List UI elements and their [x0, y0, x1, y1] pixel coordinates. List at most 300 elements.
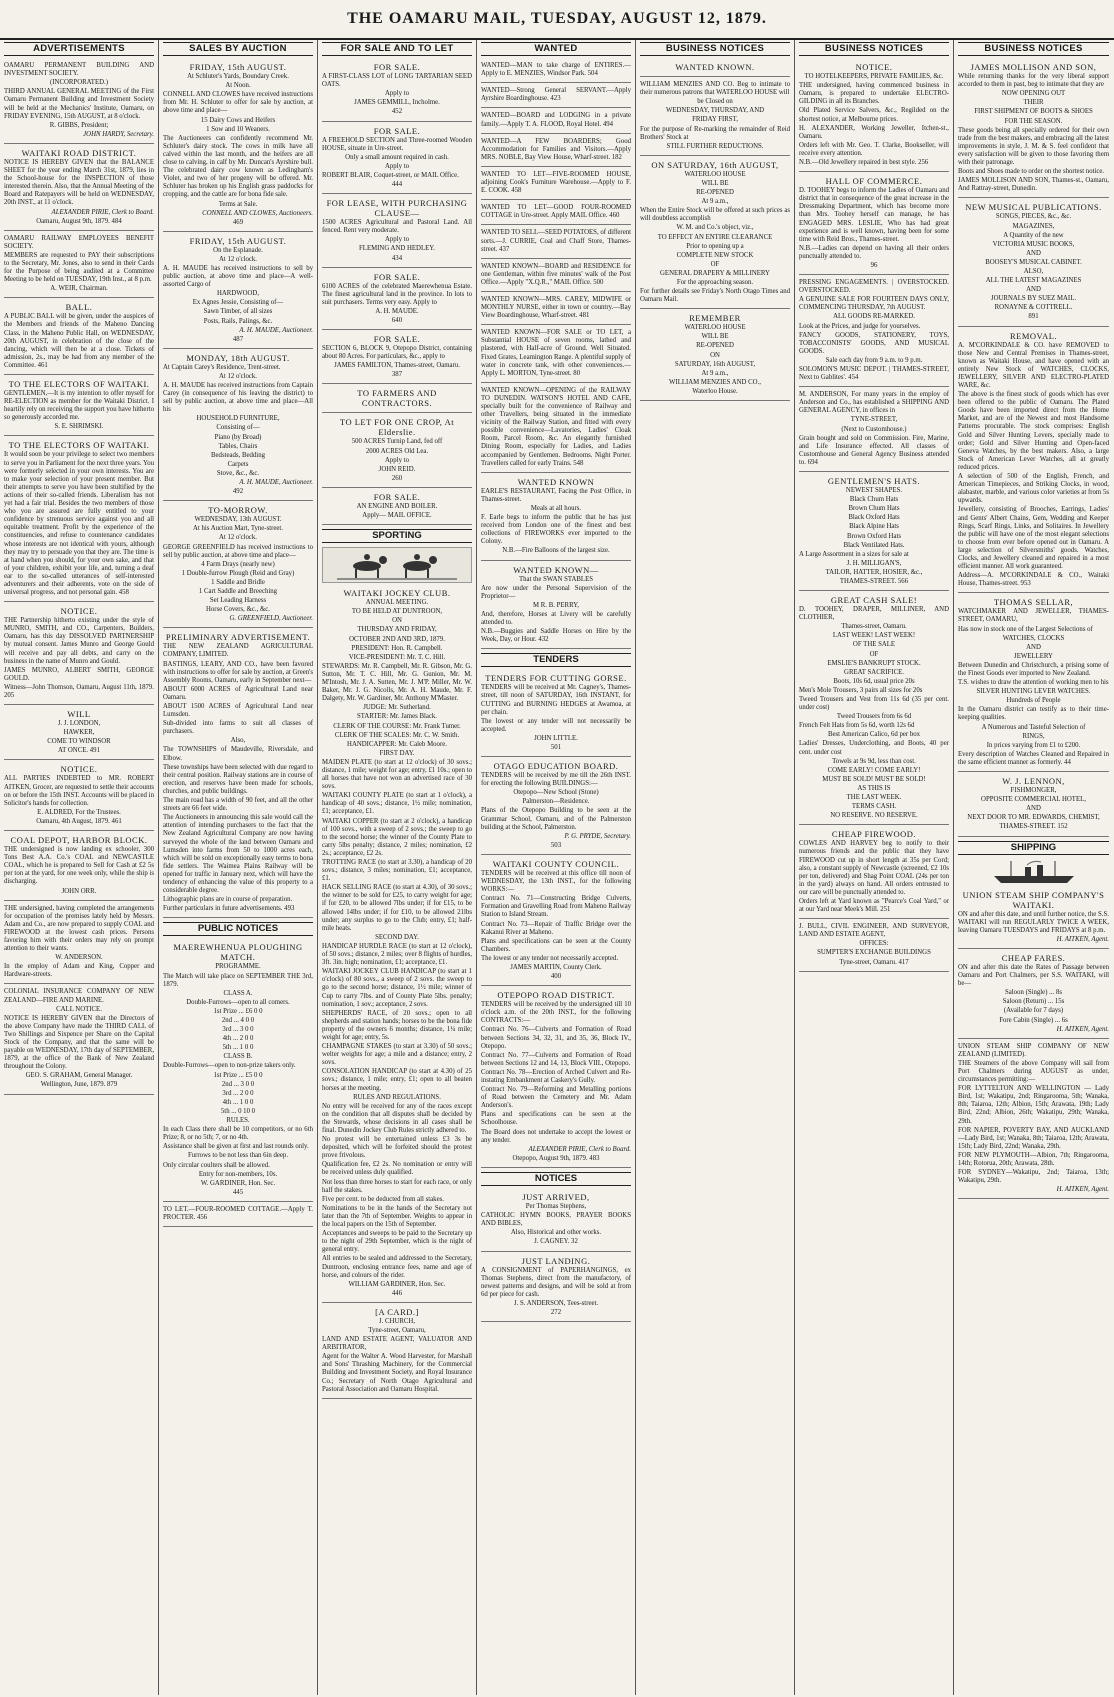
- ad-line: The above is the finest stock of goods which has ever been offered to the public of Oamaru. The Plated Goods have been imported direct from the Home Market, and are of the Newest and most Handsome Patterns procurable. The stock comprises: English Gold and Silver Hunting Levers, specially made to order; Gold and Silver Hunting and Open-faced Geneva Watches, by the best makers. Also, a large Stock of American Lever Watches, all at greatly reduced prices.: [958, 391, 1109, 471]
- ad-line: Palmerston—Residence.: [522, 798, 590, 806]
- ad-line: French Felt Hats from 5s 6d, worth 12s 6d: [799, 722, 915, 730]
- ad-line: TO THE ELECTORS OF WAITAKI.: [8, 440, 150, 451]
- ad-line: A Quantity of the new: [1003, 231, 1064, 239]
- ad-line: UNION STEAM SHIP COMPANY OF NEW ZEALAND (LIMITED).: [958, 1042, 1109, 1058]
- ad-line: The main road has a width of 90 feet, and all the other streets are 66 feet wide.: [163, 797, 313, 813]
- ad-line: JAMES MOLLISON AND SON, Thames-st., Oamaru, And Rattray-street, Dunedin.: [958, 177, 1109, 193]
- ad-line: RULES.: [226, 1117, 250, 1125]
- ad-line: ON: [392, 617, 402, 625]
- ad-line: Posts, Rails, Palings, &c.: [203, 317, 273, 325]
- ad-line: AND: [1026, 643, 1041, 651]
- ad-line: JEWELLERY: [1014, 652, 1053, 660]
- ad-line: SECTION 6, BLOCK 9, Otepopo District, containing about 80 Acres. For particulars, &c., apply to: [322, 345, 472, 361]
- advertisement: [481, 169, 631, 200]
- ad-line: FOR SALE.: [373, 125, 421, 136]
- ad-line: HANDICAPPER: Mr. Caleb Moore.: [347, 740, 447, 748]
- columns: [0, 40, 1114, 1695]
- advertisement: [799, 60, 949, 172]
- ad-line: Between Dunedin and Christchurch, a prising some of the Finest Goods ever imported to New Zealand.: [958, 661, 1109, 677]
- ad-line: Tweed Trousers from 6s 6d: [836, 713, 912, 721]
- ad-line: THEIR: [1023, 99, 1044, 107]
- ad-line: A. H. MAUDE has received instructions from Captain Carey (in consequence of his leaving the district) to sell by public auction, at above time and place—All his: [163, 382, 313, 414]
- ad-line: COMPLETE NEW STOCK: [676, 251, 754, 259]
- ad-line: JOHN HARDY, Secretary.: [83, 130, 154, 138]
- ad-line: FOR SYDNEY—Wakatipu, 2nd; Taiaroa, 13th; Wakatipu, 29th.: [958, 1169, 1109, 1185]
- ad-line: W. M. and Co.'s object, viz.,: [676, 224, 754, 232]
- advertisement: [163, 630, 313, 918]
- ad-line: (Next to Customhouse.): [841, 425, 907, 433]
- ad-line: 640: [391, 316, 403, 324]
- ad-line: OPPOSITE COMMERCIAL HOTEL,: [981, 796, 1086, 804]
- ad-line: WILL: [67, 709, 91, 720]
- ad-line: WANTED KNOWN—FOR SALE or TO LET, a Substantial HOUSE of seven rooms, lathed and plastered, with Half-acre of Ground. Well Situated. Fixed Grates, Leamington Range. A plentiful supply of water in concrete tank, with other conveniences.—Apply L. MORTON, Tyne-street. 80: [481, 329, 631, 377]
- ad-line: FOR SALE.: [373, 491, 421, 502]
- ad-line: TO LET.—FOUR-ROOMED COTTAGE.—Apply T. PROCTER. 456: [163, 1205, 313, 1221]
- ad-line: VICTORIA MUSIC BOOKS,: [992, 240, 1075, 248]
- ad-line: TAILOR, HATTER, HOSIER, &c.,: [825, 568, 923, 576]
- advertisement: [481, 202, 631, 225]
- ad-line: WAITAKI JOCKEY CLUB HANDICAP (to start at 1 o'clock) of 80 sovs., a sweep of 2 sovs. the sweep to go to the second horse; distance, 1½ mile; winner of Cup to carry 7lbs. and of County Plate 5lbs. penalty; nomination, 1 sov.; acceptance, 2 sovs.: [322, 968, 472, 1008]
- ad-line: TO FARMERS AND CONTRACTORS.: [357, 388, 437, 409]
- advertisement: [481, 327, 631, 383]
- ad-line: Only circular coulters shall be allowed.: [163, 1161, 270, 1169]
- ad-line: Fore Cabin (Single) ... 6s: [999, 1016, 1068, 1024]
- advertisement: [4, 833, 154, 901]
- ad-line: EARLE'S RESTAURANT, Facing the Post Office, in Thames-street.: [481, 487, 631, 503]
- ad-line: OF THE SALE: [852, 641, 896, 649]
- ad-line: Brown Chum Hats: [848, 505, 900, 513]
- ad-line: 96: [870, 261, 878, 269]
- ad-line: Hundreds of People: [1006, 697, 1061, 705]
- ad-line: 434: [391, 254, 403, 262]
- advertisement: [481, 85, 631, 108]
- column-5: [636, 40, 795, 1695]
- advertisement: [799, 277, 949, 387]
- ad-line: CHAMPAGNE STAKES (to start at 3.30) of 50 sovs.; welter weights for age; a mile and a distance; entry, 2 sovs.: [322, 1043, 472, 1067]
- ad-line: THOMAS SELLAR,: [993, 597, 1074, 608]
- ad-line: SECOND DAY.: [375, 933, 419, 941]
- ad-line: E. ALDRED, For the Trustees.: [37, 808, 121, 816]
- ad-line: WANTED—MAN to take charge of ENTIRES.—Apply to E. MENZIES, Windsor Park. 504: [481, 62, 631, 78]
- ad-line: UNION STEAM SHIP COMPANY'S WAITAKI.: [962, 889, 1105, 910]
- ad-line: AT ONCE. 491: [58, 747, 100, 755]
- advertisement: [799, 389, 949, 472]
- ad-line: JOHN ORR.: [61, 887, 97, 895]
- advertisement: [163, 503, 313, 628]
- ad-line: A. H. MAUDE has received instructions to sell by public auction, at above time and place—A well-assorted Cargo of: [163, 264, 313, 289]
- ad-line: Apply to: [385, 162, 409, 170]
- ad-line: NO RESERVE. NO RESERVE.: [830, 812, 918, 820]
- ad-line: Set Leading Harness: [209, 597, 267, 605]
- ad-line: PROGRAMME.: [215, 963, 261, 971]
- ad-line: Tyne-street, Oamaru,: [368, 1326, 426, 1334]
- ad-line: 5th ... 0 10 0: [220, 1107, 256, 1115]
- column-3: [318, 40, 477, 1695]
- ad-line: WATERLOO HOUSE: [684, 324, 746, 332]
- ad-line: J. J. LONDON,: [57, 720, 101, 728]
- ad-line: S. E. SHRIMSKI.: [54, 423, 104, 431]
- ad-line: TERMS CASH.: [851, 803, 897, 811]
- ad-line: GREAT CASH SALE!: [830, 595, 918, 606]
- ad-line: MAEREWHENUA PLOUGHING MATCH.: [173, 942, 303, 963]
- ad-line: ALL THE LATEST MAGAZINES: [985, 277, 1082, 285]
- ad-line: Contract No. 76—Culverts and Formation of Road between Sections 34, 32, 31, and 35, 36, Block IV., Otepopo.: [481, 1026, 631, 1050]
- ad-line: JUDGE: Mr. Sutherland.: [363, 704, 431, 712]
- ad-line: 1 Cart Saddle and Breeching: [198, 587, 278, 595]
- ad-line: 469: [232, 218, 244, 226]
- ad-line: FOR SALE.: [373, 271, 421, 282]
- ad-line: CLASS B.: [223, 1053, 253, 1061]
- ad-line: STARTER: Mr. James Black.: [356, 713, 438, 721]
- ad-line: OAMARU RAILWAY EMPLOYEES BENEFIT SOCIETY.: [4, 234, 154, 250]
- ad-line: 891: [1028, 313, 1039, 321]
- advertisement: [4, 707, 154, 760]
- advertisement: [322, 586, 472, 1303]
- ad-line: TO BE HELD AT DUNTROON,: [351, 608, 443, 616]
- advertisement: [322, 415, 472, 487]
- ad-line: Bedsteads, Bedding: [211, 451, 265, 459]
- ad-line: Stove, &c., &c.: [216, 469, 260, 477]
- ad-line: 4 Farm Drays (nearly new): [201, 560, 275, 568]
- ad-line: OCTOBER 2ND AND 3RD, 1879.: [349, 635, 445, 643]
- ad-line: WAITAKI COUNTY PLATE (to start at 1 o'clock), a handicap of 40 sovs.; distance, 1½ mile; nomination, £1; acceptance, £1.: [322, 792, 472, 816]
- advertisement: [799, 827, 949, 919]
- ad-line: While returning thanks for the very liberal support accorded to them in past, beg to intimate that they are: [958, 73, 1109, 89]
- ad-line: The lowest or any tender not necessarily accepted.: [481, 954, 619, 962]
- ad-line: SONGS, PIECES, &c., &c.: [995, 213, 1072, 221]
- ad-line: ALL GOODS RE-MARKED.: [833, 313, 915, 321]
- ad-line: T.S. wishes to draw the attention of working men to his: [958, 679, 1109, 687]
- ad-line: At Captain Carey's Residence, Trent-street.: [163, 363, 281, 371]
- advertisement: [481, 563, 631, 650]
- ad-line: FANCY GOODS, STATIONERY, TOYS, TOBACCONISTS' GOODS, AND MUSICAL GOODS.: [799, 331, 949, 355]
- ad-line: Black Oxford Hats: [848, 514, 900, 522]
- ad-line: NOTICE IS HEREBY GIVEN that the Directors of the above Company have made the THIRD CALL of Two Shillings and Sixpence per Share on the Capital Stock of the Company, and that the same will be payable on WEDNESDAY, 17th day of SEPTEMBER, 1879, at the office of the Bank of New Zealand throughout the Colony.: [4, 1014, 154, 1071]
- advertisement: [4, 604, 154, 705]
- advertisement: [322, 60, 472, 121]
- ad-line: LAST WEEK! LAST WEEK!: [832, 632, 916, 640]
- advertisement: [958, 951, 1109, 1039]
- ad-line: CHEAP FIREWOOD.: [831, 829, 917, 840]
- ad-line: J. CHURCH,: [378, 1317, 416, 1325]
- ad-line: NOTICE.: [60, 764, 98, 775]
- ad-line: 1500 ACRES Agricultural and Pastoral Land. All fenced. Rent very moderate.: [322, 219, 472, 235]
- ad-line: The Auctioneers can confidently recommend Mr. Schluter's dairy stock. The cows in milk have all calved within the last month, and the heifers are all close to calving, in calf by Mr. Duncan's Ayrshire bull. The celebrated dairy cow known as Ledingham's Violet, and two of her progeny will be offered. Mr. Schluter has broken up his English grass paddocks for cropping, and the cattle are for bona fide sale.: [163, 134, 313, 199]
- ad-line: H. AITKEN, Agent.: [1056, 1186, 1109, 1194]
- ad-line: 487: [232, 335, 244, 343]
- ad-line: WANTED KNOWN.: [675, 62, 755, 73]
- ad-line: THE Partnership hitherto existing under the style of MUNRO, SMITH, and CO., Carpenters, Builders, Oamaru, has this day DISSOLVED PARTNERSHIP by mutual consent. James Munro and George Gould will receive and pay all debts, and carry on the business in the name of Munro and Gould.: [4, 617, 154, 665]
- ad-line: BASTINGS, LEARY, AND CO., have been favored with instructions to offer for sale by auction, at Green's Assembly Rooms, Oamaru, early in September next—: [163, 660, 313, 684]
- ad-line: N.B.—Old Jewellery repaired in best style. 256: [799, 159, 929, 167]
- column-4: [477, 40, 636, 1695]
- ad-line: LAND AND ESTATE AGENT, VALUATOR AND ARBITRATOR,: [322, 1336, 472, 1352]
- ad-line: OTAGO EDUCATION BOARD.: [493, 761, 619, 772]
- ad-line: Not less than three horses to start for each race, or only half the stakes.: [322, 1178, 472, 1194]
- ad-line: WEDNESDAY, THURSDAY, AND: [665, 107, 765, 115]
- ad-line: ON SATURDAY, 16th AUGUST,: [651, 159, 779, 170]
- ad-line: FISHMONGER,: [1010, 787, 1057, 795]
- ad-line: N.B.—Buggies and Saddle Horses on Hire by the Week, Day, or Hour. 432: [481, 628, 631, 644]
- ad-line: Orders left with Mr. Geo. T. Clarke, Bookseller, will receive every attention.: [799, 141, 949, 157]
- ad-line: The Match will take place on SEPTEMBER THE 3rd, 1879.: [163, 972, 313, 988]
- ad-line: At 12 o'clock.: [218, 255, 258, 263]
- ad-line: NEWEST SHAPES.: [845, 487, 903, 495]
- ad-line: MAGAZINES,: [1012, 222, 1055, 230]
- ad-line: FOR LYTTELTON AND WELLINGTON — Lady Bird, 1st; Wakatipu, 2nd; Ringarooma, 5th; Wanaka, 8th; Taiaroa, 12th; Albion, 15th; Arawata, 19th; Lady Bird, 22nd; Albion, 26th; Wakatipu, 29th; Wanaka, 29th.: [958, 1085, 1109, 1125]
- ad-line: Assistance shall be given at first and last rounds only.: [163, 1143, 309, 1151]
- ad-line: 4th ... 2 0 0: [222, 1035, 254, 1043]
- ad-line: 492: [232, 488, 244, 496]
- ad-line: WANTED TO LET—GOOD FOUR-ROOMED COTTAGE in Ure-street. Apply MAIL Office. 460: [481, 204, 631, 220]
- ad-line: TROTTING RACE (to start at 3.30), a handicap of 20 sovs.; distance, 3 miles; nomination, £1; acceptance, £1.: [322, 859, 472, 883]
- advertisement: [163, 940, 313, 1201]
- ad-line: 452: [391, 108, 403, 116]
- ad-line: TENDERS will be received at Mr. Cagney's, Thames-street, till noon of SATURDAY, 16th INSTANT, for CUTTING and BURNING HEDGES at Awamoa, at per chain.: [481, 684, 631, 716]
- ad-line: RONAYNE & COTTRELL.: [994, 304, 1073, 312]
- ad-line: The TOWNSHIPS of Maudeville, Riversdale, and Elbow.: [163, 746, 313, 762]
- ad-line: JOHN LITTLE.: [534, 734, 578, 742]
- ad-line: Best American Calico, 6d per box: [827, 731, 921, 739]
- ad-line: FRIDAY, 15th AUGUST.: [189, 235, 287, 246]
- ad-line: 446: [391, 1289, 403, 1297]
- advertisement: [958, 595, 1109, 772]
- ad-line: THE LAST WEEK.: [846, 794, 902, 802]
- ad-line: Black Chum Hats: [849, 496, 899, 504]
- ad-line: Meals at all hours.: [530, 504, 582, 512]
- ad-line: Orders left at Yard known as "Pearce's Coal Yard," or at our Yard near Meek's Mill. 251: [799, 897, 949, 914]
- ad-line: REMEMBER: [689, 313, 741, 324]
- ad-line: Agent for the Walter A. Wood Harvester, for Marshall and Sons' Thrashing Machinery, for the Commercial Building and Investment Society, and Royal Insurance Co.; Secretary of North Otago Agricultural and Pastoral Association and Oamaru Hospital.: [322, 1353, 472, 1393]
- ad-line: OF: [710, 260, 720, 268]
- ad-line: A selection of 500 of the English, French, and American Timepieces, and Striking Clocks, in wood, alabaster, marble, and various color varieties at from 5s upwards.: [958, 473, 1109, 505]
- ad-line: WANTED KNOWN—OPENING of the RAILWAY TO DUNEDIN. WATSON'S HOTEL AND CAFE, specially built for the convenience of Railway and other Travellers, being situated in the immediate vicinity of the Railway Station, and fitted with every possible convenience—Lavatories, Ladies' Cloak Room, Parcel Room, &c. An elegantly furnished Dining Room, especially for Ladies, and Ladies accompanied by Gentlemen. Bedrooms. Night Porter. Travellers called for early Trains. 548: [481, 386, 631, 467]
- ad-line: ABOUT 6000 ACRES of Agricultural Land near Oamaru.: [163, 685, 313, 701]
- ad-line: FLEMING AND HEDLEY.: [359, 245, 435, 253]
- ad-line: Sawn Timber, of all sizes: [203, 308, 273, 316]
- advertisement: [958, 60, 1109, 198]
- ad-line: Saloon (Return) ... 15s: [1002, 998, 1065, 1006]
- ad-line: TENDERS will be received by me till the 26th INST. for erecting the following BUILDINGS:—: [481, 772, 631, 788]
- ad-line: WATCHES, CLOCKS: [1002, 634, 1065, 642]
- ad-line: GENTLEMEN'S HATS.: [827, 476, 921, 487]
- ad-line: Saloon (Single) ... 8s: [1004, 989, 1063, 997]
- ad-line: Five per cent. to be deducted from all stakes.: [322, 1195, 444, 1203]
- ad-line: VICE-PRESIDENT: Mr. T. C. Hill.: [348, 653, 446, 661]
- ad-line: JAMES FAMILTON, Thames-street, Oamaru.: [334, 362, 460, 370]
- ad-line: A Numerous and Tasteful Selection of: [981, 723, 1086, 731]
- section-heading-notices: NOTICES: [481, 1172, 631, 1186]
- ad-line: FOR NAPIER, POVERTY BAY, AND AUCKLAND—Lady Bird, 1st; Wanaka, 8th; Taiaroa, 12th; Arawata, 15th; Lady Bird, 22nd; Wanaka, 29th.: [958, 1126, 1109, 1150]
- advertisement: [4, 146, 154, 231]
- ad-line: JOHN REID.: [378, 465, 416, 473]
- ad-line: M R. B. PERRY,: [533, 601, 579, 609]
- ad-line: THIRD ANNUAL GENERAL MEETING of the First Oamaru Permanent Building and Investment Society will be held at the Mechanics' Institute, Oamaru, on FRIDAY EVENING, 15th AUGUST, at 8 o'clock.: [4, 88, 154, 120]
- ad-line: WAITAKI COPPER (to start at 2 o'clock), a handicap of 100 sovs., with a sweep of 2 sovs.; the sweep to go to the second horse; the winner of the County Plate to carry 5lbs penalty; distance, 2 miles; nomination, £2 2s.; acceptance, £2 2s.: [322, 817, 472, 857]
- advertisement: [481, 385, 631, 473]
- ad-line: WAITAKI ROAD DISTRICT.: [21, 147, 137, 158]
- ad-line: No entry will be received for any of the races except on the condition that all disputes shall be decided by the Stewards, whose decisions in all cases shall be final. Dunedin Jockey Club Rules strictly adhered to.: [322, 1102, 472, 1134]
- ad-line: JAMES GEMMILL, Incholme.: [354, 99, 440, 107]
- ad-line: Witness—John Thomson, Oamaru, August 11th, 1879. 205: [4, 683, 154, 699]
- ad-line: MUST BE SOLD! MUST BE SOLD!: [822, 775, 926, 783]
- advertisement: [958, 888, 1109, 949]
- column-heading: WANTED: [481, 42, 631, 56]
- ad-line: In the employ of Adam and King, Copper and Hardware-streets.: [4, 963, 154, 979]
- ad-line: At 9 a.m.,: [701, 198, 729, 206]
- column-6: [795, 40, 954, 1695]
- ad-line: STEWARDS: Mr. R. Campbell, Mr. R. Gibson, Mr. G. Sutton, Mr. T. C. Hill, Mr. G. Gunion, Mr. M. M'Intosh, Mr. J. A. Sutten, Mr. J. M'P. Miller, Mr. W. Baker, Mr. J. G. Nicolls, Mr. A. H. Maude, Mr. F. Dalgety, Mr. W. Gardiner, Mr. Anthony M'Master.: [322, 662, 472, 703]
- ad-line: Prior to opening up a: [686, 242, 744, 250]
- ad-line: P. G. PRYDE, Secretary.: [564, 832, 631, 840]
- advertisement: [4, 233, 154, 299]
- ad-line: 445: [232, 1188, 244, 1196]
- ad-line: TYNE-STREET,: [850, 416, 898, 424]
- ad-line: COLONIAL INSURANCE COMPANY OF NEW ZEALAND—FIRE AND MARINE.: [4, 988, 154, 1004]
- ad-line: WAITAKI JOCKEY CLUB.: [343, 588, 451, 599]
- advertisement: [322, 270, 472, 330]
- ad-line: CHEAP FARES.: [1001, 952, 1066, 963]
- ad-line: 272: [550, 1308, 562, 1316]
- ad-line: No protest will be entertained unless £3 3s be deposited, which will be forfeited should the protest prove frivolous.: [322, 1136, 472, 1160]
- ad-line: FOR LEASE, WITH PURCHASING CLAUSE—: [326, 198, 468, 219]
- ad-line: All entries to be sealed and addressed to the Secretary, Duntroon, enclosing entrance fees, name and age of horse, and colours of the rider.: [322, 1255, 472, 1279]
- ad-line: AND: [1026, 286, 1041, 294]
- ad-line: On the Esplanade.: [213, 246, 263, 254]
- section-heading-sporting: SPORTING: [322, 529, 472, 543]
- ad-line: BALL.: [65, 302, 93, 313]
- ad-line: Towels at 9s 9d, less than cost.: [832, 757, 916, 765]
- ad-line: The Auctioneers in announcing this sale would call the attention of intending purchasers to the fact that the New Zealand Agricultural Company are now having surveyed the whole of the land between Oamaru and Lumsden into farms from 50 to 1000 acres each, which will be sold on exceptionally easy terms to bona fide settlers. The Waimea Plains Railway will be opened for traffic in January next, which will have the tendency of enhancing the value of this property to a considerable degree.: [163, 814, 313, 895]
- advertisement: [163, 351, 313, 501]
- ad-line: A. H. MAUDE.: [375, 307, 419, 315]
- ad-line: GEO. S. GRAHAM, General Manager.: [25, 1072, 133, 1080]
- ad-line: For the purpose of Re-marking the remainder of Reid Brothers' Stock at: [640, 125, 790, 141]
- ad-line: Plans and specifications can be seen at the County Chambers.: [481, 937, 631, 953]
- ad-line: WILLIAM GARDINER, Hon. Sec.: [348, 1280, 446, 1288]
- ad-line: CALL NOTICE.: [56, 1005, 102, 1013]
- ad-line: Grain bought and sold on Commission. Fire, Marine, and Life Insurance effected. All classes of Customhouse and General Agency Business attended to. 694: [799, 434, 949, 466]
- ad-line: JAMES MARTIN, County Clerk.: [510, 963, 602, 971]
- advertisement: [322, 386, 472, 413]
- horse-race-illustration-icon: [322, 547, 472, 583]
- ad-line: FOR THE SEASON.: [1004, 117, 1063, 125]
- ad-line: Wellington, June, 1879. 879: [40, 1081, 118, 1089]
- ad-line: Double-Furrows—open to all comers.: [186, 998, 290, 1006]
- ad-line: Boots and Shoes made to order on the shortest notice.: [958, 168, 1105, 176]
- ad-line: 5th ... 1 0 0: [222, 1044, 254, 1052]
- ad-line: D. TOOHEY begs to inform the Ladies of Oamaru and district that in consequence of the great increase in the Dressmaking Department, which has become more than Mrs. Toohey herself can manage, he has ENGAGED MRS. LESLIE, Who has had great experience and is well known, having been for some time with Reid Bros., Thames-street.: [799, 187, 949, 243]
- ad-line: At Noon.: [225, 82, 251, 90]
- advertisement: [640, 158, 790, 309]
- ad-line: THE NEW ZEALAND AGRICULTURAL COMPANY, LIMITED.: [163, 643, 313, 659]
- ad-line: SUMPTER'S EXCHANGE BUILDINGS: [817, 949, 931, 957]
- ad-line: 387: [391, 371, 403, 379]
- ad-line: Brown Oxford Hats: [847, 532, 901, 540]
- ad-line: THE undersigned, having commenced business in Oamaru, is prepared to undertake ELECTRO-GILDING in all its Branches.: [799, 82, 949, 106]
- ad-line: WANTED KNOWN—MRS. CAREY, MIDWIFE or MONTHLY NURSE, either in town or country.—Bay View Boardinghouse, Wharf-street. 481: [481, 295, 631, 320]
- ad-line: W. GARDINER, Hon. Sec.: [200, 1179, 276, 1187]
- ad-line: FRIDAY FIRST,: [692, 116, 738, 124]
- ad-line: Has now in stock one of the Largest Selections of: [958, 625, 1093, 633]
- ad-line: 503: [550, 841, 562, 849]
- ad-line: NOW OPENING OUT: [1001, 90, 1066, 98]
- advertisement: [481, 60, 631, 83]
- ad-line: G. GREENFIELD, Auctioneer.: [229, 615, 313, 623]
- advertisement: [163, 60, 313, 232]
- section-heading-tenders: TENDERS: [481, 653, 631, 667]
- ad-line: A. H. MAUDE, Auctioneer.: [239, 479, 313, 487]
- ad-line: RULES AND REGULATIONS.: [353, 1093, 441, 1101]
- ad-line: W. J. LENNON,: [1002, 776, 1065, 787]
- ad-line: Also, Historical and other works.: [510, 1229, 602, 1237]
- ad-line: It would soon be your privilege to select two members to serve you in Parliament for the next three years. You were formerly selected in your own interests. You are to make your selection of your present member. But their attempts to serve you have been stultified by the actions of their so-called friends. Liberalism has not yet had a fair trial. Besides the two members of those who you are assured are fully entitled to your confidence by strenuous service against you and all equitable treatment. Profit by the experience of the constituencies, and refuse to countenance candidates whose interests are not identical with yours, although they may try to persuade you that they are. The time is at hand when you should, for your own sake, and that of your children, exhibit your life, and, turning a deaf ear to the so-called utterances of self-interested adventurers and their adherents, vote on the side of universal progress, and not personal gain. 458: [4, 451, 154, 597]
- ad-line: J. CAGNEY. 32: [534, 1238, 578, 1246]
- ad-line: At 12 o'clock.: [218, 372, 258, 380]
- ad-line: ON and after this date, and until further notice, the S.S. WAITAKI will run REGULARLY TWICE A WEEK, leaving Oamaru TUESDAYS and FRIDAYS at 8 p.m.: [958, 910, 1109, 934]
- ad-line: That the SWAN STABLES: [518, 575, 594, 583]
- ad-line: The lowest or any tender will not necessarily be accepted.: [481, 717, 631, 733]
- ad-line: SATURDAY, 16th AUGUST,: [674, 360, 756, 368]
- ad-line: ALSO,: [1023, 267, 1044, 275]
- ad-line: WEDNESDAY, 13th AUGUST.: [194, 516, 282, 524]
- ad-line: 260: [391, 474, 403, 482]
- ad-line: A PUBLIC BALL will be given, under the auspices of the Members and friends of the Maheno Dancing Class, in the Maheno Public Hall, on WEDNESDAY, 20th AUGUST, in celebration of the close of the dancing, which will then be at a close. Tickets of admission, 2s., may be had from any member of the Committee. 461: [4, 313, 154, 369]
- ad-line: Tyne-street, Oamaru. 417: [839, 958, 909, 966]
- ad-line: THURSDAY AND FRIDAY,: [357, 626, 437, 634]
- ad-line: GREAT SACRIFICE.: [844, 668, 904, 676]
- ad-line: Ex Agnes Jessie, Consisting of—: [192, 299, 284, 307]
- ad-line: COME TO WINDSOR: [47, 738, 111, 746]
- ad-line: CONNELL AND CLOWES have received instructions from Mr. H. Schluter to offer for sale by auction, at above time and place—: [163, 91, 313, 115]
- ad-line: 1 Sow and 10 Weaners.: [206, 125, 270, 133]
- ad-line: HARDWOOD,: [216, 290, 260, 298]
- advertisement: [481, 227, 631, 258]
- ad-line: WILL BE: [701, 333, 729, 341]
- ad-line: WANTED—Strong General SERVANT.—Apply Ayrshire Boardinghouse. 423: [481, 87, 631, 103]
- ad-line: WANTED KNOWN—: [513, 564, 599, 575]
- ad-line: A. M'CORKINDALE & CO. have REMOVED to those New and Central Premises in Thames-street, known as Waitaki House, and have opened with an entirely New Stock of WATCHES, CLOCKS, JEWELLERY, SILVER AND ELECTRO-PLATED WARE, &c.: [958, 341, 1109, 389]
- ad-line: RE-OPENED: [696, 342, 734, 350]
- ad-line: WANTED KNOWN: [517, 476, 595, 487]
- ad-line: Plans of the Otepopo Building to be seen at the Grammar School, Oamaru, and of the Palmerston building at the School, Palmerston.: [481, 807, 631, 831]
- ad-line: Ladies' Dresses, Underclothing, and Boots, 40 per cent. under cost: [799, 740, 949, 756]
- advertisement: [958, 329, 1109, 594]
- advertisement: [4, 903, 154, 985]
- ad-line: 1st Prize ... £5 0 0: [213, 1071, 263, 1079]
- ad-line: JAMES MUNRO, ALBERT SMITH, GEORGE GOULD.: [4, 666, 154, 682]
- ad-line: Qualification fee, £2 2s. No nomination or entry will be received unless duly qualified.: [322, 1161, 472, 1177]
- ad-line: W. ANDERSON.: [55, 954, 103, 962]
- advertisement: [481, 1254, 631, 1323]
- ad-line: ROBERT BLAIR, Coquet-street, or MAIL Office.: [322, 171, 459, 179]
- ad-line: Oamaru, 4th August, 1879. 461: [36, 817, 122, 825]
- advertisement: [163, 234, 313, 349]
- advertisement: [481, 671, 631, 757]
- ad-line: And, therefore, Horses at Livery will be carefully attended to.: [481, 610, 631, 626]
- ad-line: J. S. ANDERSON, Tees-street.: [513, 1299, 599, 1307]
- ad-line: MONDAY, 18th AUGUST.: [186, 352, 290, 363]
- ad-line: COAL DEPOT, HARBOR BLOCK.: [10, 835, 148, 846]
- ad-line: Apply to: [385, 456, 409, 464]
- column-heading: BUSINESS NOTICES: [958, 42, 1109, 56]
- ad-line: In each Class there shall be 10 competitors, or no 6th Prize; 8, or no 5th; 7, or no 4th.: [163, 1126, 313, 1142]
- ad-line: TENDERS will be received at this office till noon of WEDNESDAY, the 13th INST., for the following WORKS:—: [481, 869, 631, 894]
- ad-line: GEORGE GREENFIELD has received instructions to sell by public auction, at above time and place—: [163, 543, 313, 559]
- ad-line: OAMARU PERMANENT BUILDING AND INVESTMENT SOCIETY.: [4, 62, 154, 78]
- ad-line: REMOVAL.: [1009, 330, 1058, 341]
- ad-line: COWLES AND HARVEY beg to notify to their numerous friends and the public that they have FIREWOOD cut up in short length at 35s per Cord; also, a constant supply of Newcastle (screened, £2 10s per ton, delivered) and Shag Point COAL (24s per ton in the yard) always on hand. All orders entrusted to our care will be punctually attended to.: [799, 840, 949, 896]
